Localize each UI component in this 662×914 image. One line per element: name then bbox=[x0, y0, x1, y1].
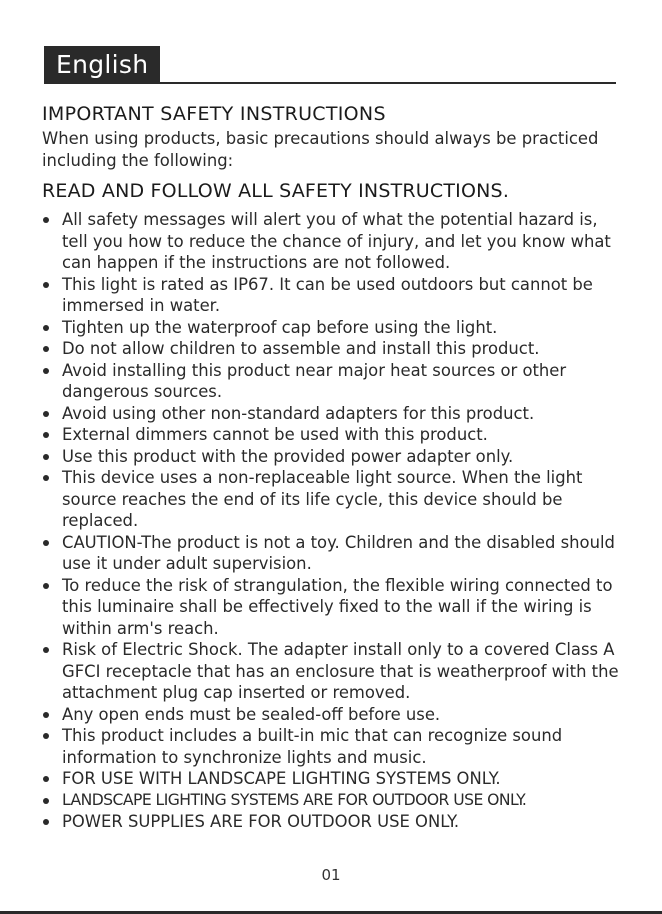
page-title: IMPORTANT SAFETY INSTRUCTIONS bbox=[42, 103, 386, 125]
list-item: Use this product with the provided power adapter only. bbox=[42, 446, 626, 468]
intro-text: When using products, basic precautions should always be practiced including the following: bbox=[42, 129, 599, 170]
list-item: Avoid using other non-standard adapters for this product. bbox=[42, 403, 626, 425]
list-item: FOR USE WITH LANDSCAPE LIGHTING SYSTEMS ONLY. bbox=[42, 768, 626, 790]
list-item: This product includes a built-in mic that can recognize sound information to synchronize lights and music. bbox=[42, 725, 626, 768]
list-item: This light is rated as IP67. It can be used outdoors but cannot be immersed in water. bbox=[42, 274, 626, 317]
list-item: All safety messages will alert you of what the potential hazard is, tell you how to reduce the chance of injury, and let you know what can happen if the instructions are not followed. bbox=[42, 209, 626, 274]
list-item: Tighten up the waterproof cap before using the light. bbox=[42, 317, 626, 339]
list-item: Any open ends must be sealed-off before use. bbox=[42, 704, 626, 726]
list-item: POWER SUPPLIES ARE FOR OUTDOOR USE ONLY. bbox=[42, 811, 626, 833]
list-item: Avoid installing this product near major heat sources or other dangerous sources. bbox=[42, 360, 626, 403]
list-item: To reduce the risk of strangulation, the flexible wiring connected to this luminaire shall be effectively fixed to the wall if the wiring is within arm's reach. bbox=[42, 575, 626, 640]
list-item: CAUTION-The product is not a toy. Children and the disabled should use it under adult supervision. bbox=[42, 532, 626, 575]
language-tab: English bbox=[44, 46, 160, 82]
list-item: Risk of Electric Shock. The adapter install only to a covered Class A GFCI receptacle that has an enclosure that is weatherproof with the attachment plug cap inserted or removed. bbox=[42, 639, 626, 704]
list-item: LANDSCAPE LIGHTING SYSTEMS ARE FOR OUTDOOR USE ONLY. bbox=[42, 790, 626, 812]
list-item: External dimmers cannot be used with this product. bbox=[42, 424, 626, 446]
safety-list bbox=[42, 209, 626, 833]
safety-content bbox=[42, 101, 626, 833]
page-number: 01 bbox=[321, 866, 341, 884]
section-subtitle: READ AND FOLLOW ALL SAFETY INSTRUCTIONS. bbox=[42, 180, 510, 202]
list-item: Do not allow children to assemble and install this product. bbox=[42, 338, 626, 360]
list-item: This device uses a non-replaceable light source. When the light source reaches the end of its life cycle, this device should be replaced. bbox=[42, 467, 626, 532]
language-header bbox=[44, 46, 616, 84]
